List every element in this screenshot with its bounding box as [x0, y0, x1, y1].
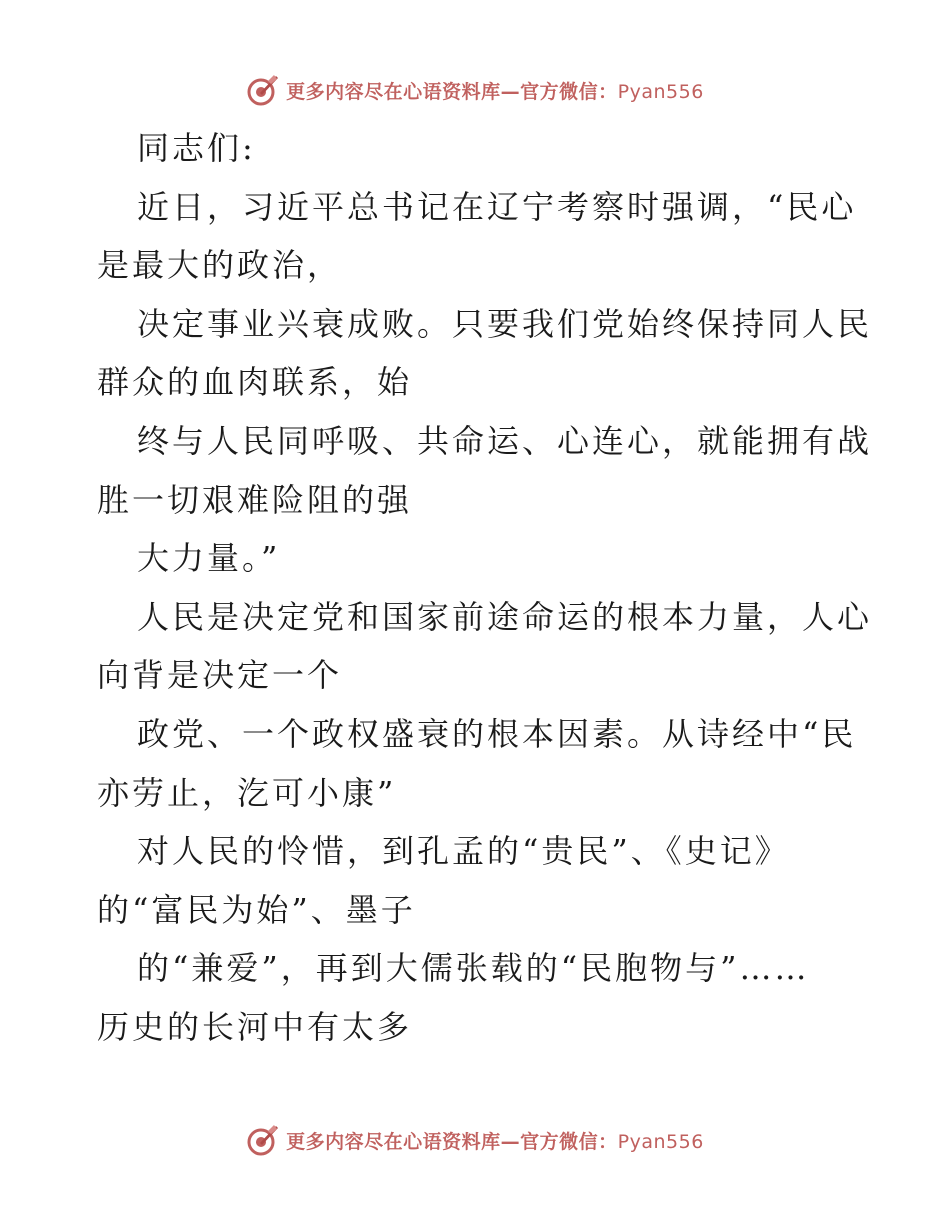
footer-watermark	[0, 1122, 950, 1158]
text-line: 亦劳止，汔可小康”	[97, 773, 397, 812]
text-line: 终与人民同呼吸、共命运、心连心，就能拥有战	[137, 421, 873, 460]
text-line: 人民是决定党和国家前途命运的根本力量，人心	[137, 597, 873, 636]
text-line: 的“兼爱”，再到大儒张载的“民胞物与”……	[137, 949, 810, 988]
text-line: 对人民的怜惜，到孔孟的“贵民”、《史记》	[137, 832, 790, 871]
text-line: 近日，习近平总书记在辽宁考察时强调，“民心	[137, 187, 857, 226]
header-watermark	[0, 72, 950, 108]
text-line: 同志们:	[137, 129, 256, 167]
text-line: 决定事业兴衰成败。只要我们党始终保持同人民	[137, 304, 873, 343]
watermark-text: 更多内容尽在心语资料库—官方微信：Pyan556	[286, 1130, 704, 1153]
text-line: 向背是决定一个	[97, 656, 343, 695]
watermark-text: 更多内容尽在心语资料库—官方微信：Pyan556	[286, 80, 704, 103]
quill-logo-icon	[246, 1123, 280, 1157]
text-line: 历史的长河中有太多	[97, 1007, 413, 1046]
document-body	[97, 119, 873, 1057]
text-line: 的“富民为始”、墨子	[97, 890, 416, 929]
text-line: 大力量。”	[137, 539, 281, 578]
text-line: 是最大的政治，	[97, 246, 343, 285]
text-line: 政党、一个政权盛衰的根本因素。从诗经中“民	[137, 714, 857, 753]
quill-logo-icon	[246, 73, 280, 107]
text-line: 群众的血肉联系，始	[97, 363, 413, 402]
text-line: 胜一切艰难险阻的强	[97, 480, 413, 519]
